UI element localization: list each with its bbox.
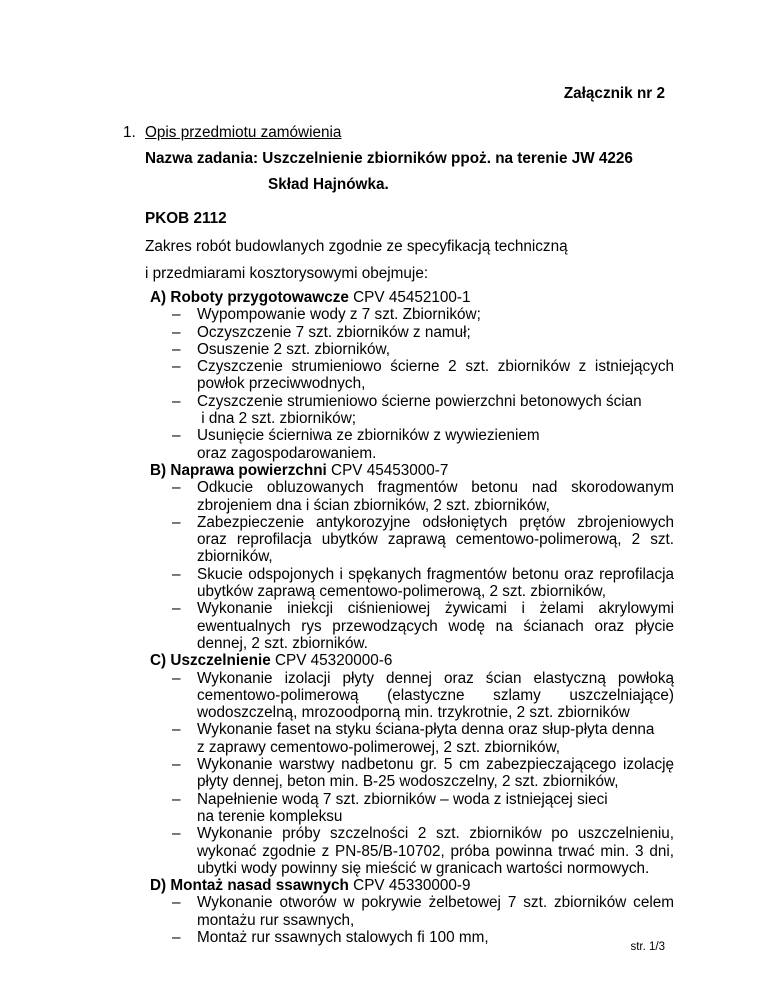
list-item xyxy=(150,670,674,722)
item-text: Wykonanie próby szczelności 2 szt. zbiorników po uszczelnieniu, wykonać zgodnie z PN-85/B-10702, próba powinna trwać min. 3 dni, ubytki wody powinny się mieścić w granicach wartości normowych. xyxy=(197,825,674,877)
dash-bullet: – xyxy=(172,825,181,843)
item-text: Wykonanie otworów w pokrywie żelbetowej 7 szt. zbiorników celem montażu rur ssawnych, xyxy=(197,894,674,929)
list-item xyxy=(150,600,674,652)
section-a xyxy=(150,289,674,462)
item-text: Czyszczenie strumieniowo ścierne powierzchni betonowych ścian i dna 2 szt. zbiorników; xyxy=(197,392,642,428)
section-d-label: D) Montaż nasad ssawnych xyxy=(150,877,349,895)
annex-label: Załącznik nr 2 xyxy=(563,85,665,102)
list-item xyxy=(150,894,674,929)
dash-bullet: – xyxy=(172,790,181,808)
section-b xyxy=(150,462,674,652)
list-item xyxy=(150,324,674,341)
scope-intro-line2: i przedmiarami kosztorysowymi obejmuje: xyxy=(145,265,429,282)
dash-bullet: – xyxy=(172,323,181,341)
dash-bullet: – xyxy=(172,358,181,376)
item-text: Usunięcie ścierniwa ze zbiorników z wywiezieniem oraz zagospodarowaniem. xyxy=(197,427,540,462)
dash-bullet: – xyxy=(172,427,181,445)
list-item xyxy=(150,721,674,756)
dash-bullet: – xyxy=(172,306,181,324)
item-text: Osuszenie 2 szt. zbiorników, xyxy=(197,340,390,358)
dash-bullet: – xyxy=(172,565,181,583)
list-item xyxy=(150,306,674,323)
list-item xyxy=(150,566,674,601)
section-b-cpv: CPV 45453000-7 xyxy=(326,461,449,479)
item-text: Zabezpieczenie antykorozyjne odsłoniętych prętów zbrojeniowych oraz reprofilacja ubytków zaprawą cementowo-polimerową, 2 szt. zbiorników, xyxy=(197,513,674,566)
list-item xyxy=(150,393,674,428)
section-c-cpv: CPV 45320000-6 xyxy=(270,652,393,670)
list-item xyxy=(150,358,674,393)
dash-bullet: – xyxy=(172,479,181,497)
section-number: 1. xyxy=(123,124,136,141)
section-d xyxy=(150,877,674,946)
item-text: Wykonanie izolacji płyty dennej oraz ścian elastyczną powłoką cementowo-polimerową (elastyczne szlamy uszczelniające) wodoszczelną, mrozoodporną min. trzykrotnie, 2 szt. zbiorników xyxy=(197,669,674,722)
dash-bullet: – xyxy=(172,894,181,912)
dash-bullet: – xyxy=(172,928,181,946)
section-c xyxy=(150,652,674,877)
scope-intro-line1: Zakres robót budowlanych zgodnie ze specyfikacją techniczną xyxy=(145,238,568,255)
list-item xyxy=(150,341,674,358)
dash-bullet: – xyxy=(172,392,181,410)
item-text: Wykonanie warstwy nadbetonu gr. 5 cm zabezpieczającego izolację płyty dennej, beton min. B-25 wodoszczelny, 2 szt. zbiorników, xyxy=(197,756,674,791)
list-item xyxy=(150,427,674,462)
list-item xyxy=(150,756,674,791)
section-a-cpv: CPV 45452100-1 xyxy=(348,289,471,306)
page-number: str. 1/3 xyxy=(630,941,665,953)
item-text: Odkucie obluzowanych fragmentów betonu nad skorodowanym zbrojeniem dna i ścian zbiorników, 2 szt. zbiorników, xyxy=(197,479,674,514)
section-d-heading xyxy=(150,877,674,894)
task-name: Nazwa zadania: Uszczelnienie zbiorników ppoż. na terenie JW 4226 xyxy=(145,150,633,167)
section-a-label: A) Roboty przygotowawcze xyxy=(150,289,349,306)
dash-bullet: – xyxy=(172,340,181,358)
item-text: Wykonanie iniekcji ciśnieniowej żywicami i żelami akrylowymi ewentualnych rys przewodzących wodę na ścianach oraz płycie dennej, 2 szt. zbiorników. xyxy=(197,600,674,652)
dash-bullet: – xyxy=(172,513,181,531)
dash-bullet: – xyxy=(172,669,181,687)
pkob-code: PKOB 2112 xyxy=(145,210,227,227)
section-c-heading xyxy=(150,652,674,669)
item-text: Montaż rur ssawnych stalowych fi 100 mm, xyxy=(197,928,489,946)
section-title: Opis przedmiotu zamówienia xyxy=(145,124,342,141)
task-location: Skład Hajnówka. xyxy=(268,176,389,193)
dash-bullet: – xyxy=(172,721,181,739)
list-item xyxy=(150,479,674,514)
section-b-heading xyxy=(150,462,674,479)
dash-bullet: – xyxy=(172,756,181,774)
item-text: Oczyszczenie 7 szt. zbiorników z namuł; xyxy=(197,323,471,341)
section-d-cpv: CPV 45330000-9 xyxy=(348,877,471,895)
list-item xyxy=(150,514,674,566)
list-item xyxy=(150,791,674,826)
item-text: Skucie odspojonych i spękanych fragmentów betonu oraz reprofilacja ubytków zaprawą cementowo-polimerową, 2 szt. zbiorników, xyxy=(197,565,674,601)
section-b-label: B) Naprawa powierzchni xyxy=(150,461,327,479)
item-text: Napełnienie wodą 7 szt. zbiorników – woda z istniejącej sieci na terenie kompleksu xyxy=(197,790,608,825)
item-text: Czyszczenie strumieniowo ścierne 2 szt. zbiorników z istniejących powłok przeciwwodnych, xyxy=(197,358,674,393)
section-a-heading xyxy=(150,289,674,306)
list-item xyxy=(150,929,674,946)
dash-bullet: – xyxy=(172,600,181,618)
work-sections xyxy=(150,289,674,946)
section-c-label: C) Uszczelnienie xyxy=(150,652,271,670)
item-text: Wykonanie faset na styku ściana-płyta denna oraz słup-płyta denna z zaprawy cementowo-polimerowej, 2 szt. zbiorników, xyxy=(197,721,655,756)
item-text: Wypompowanie wody z 7 szt. Zbiorników; xyxy=(197,306,481,324)
list-item xyxy=(150,825,674,877)
